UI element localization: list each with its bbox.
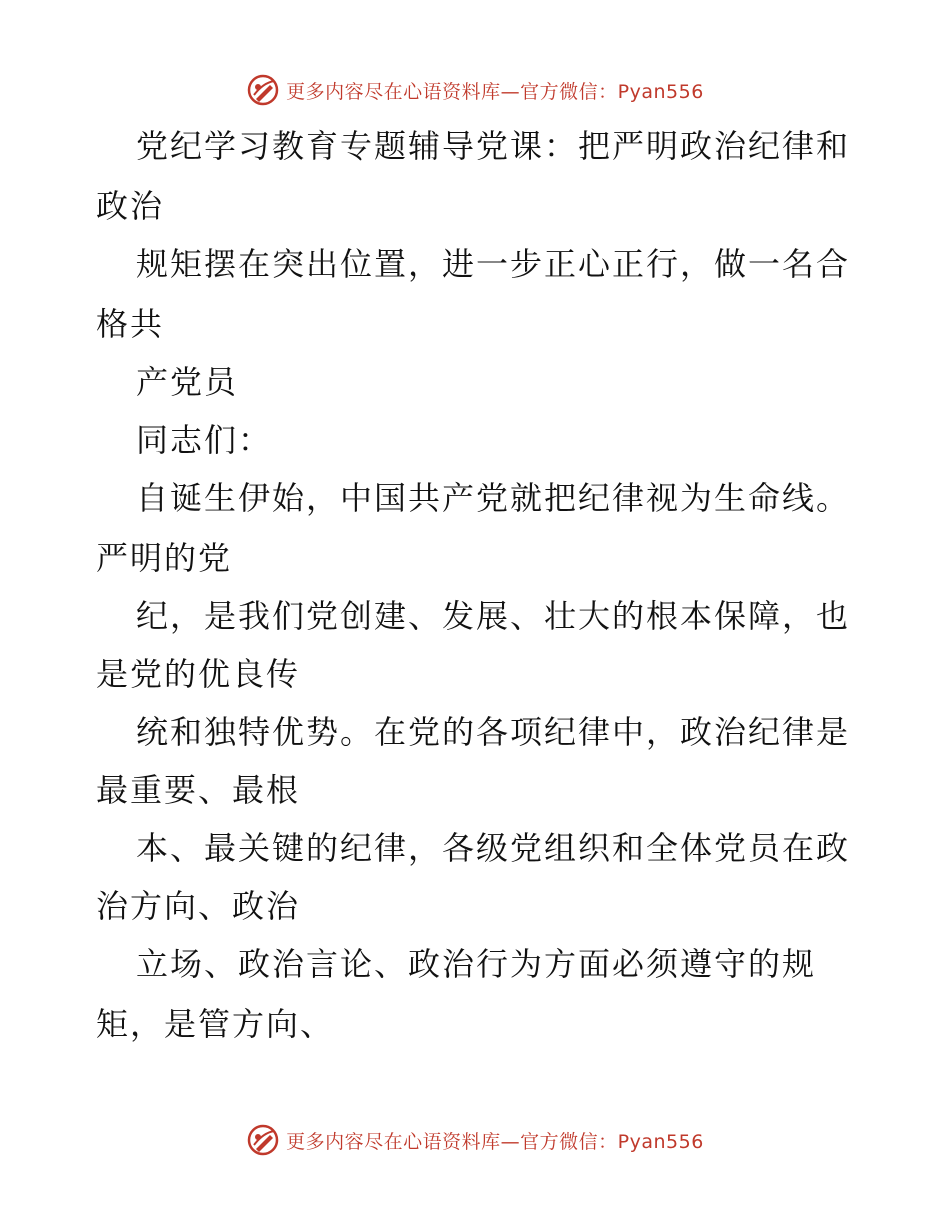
footer-banner xyxy=(0,1120,950,1160)
pen-globe-logo-icon xyxy=(246,1123,280,1157)
text-line: 立场、政治言论、政治行为方面必须遵守的规 xyxy=(136,945,817,983)
text-line: 同志们： xyxy=(136,421,273,459)
text-line: 格共 xyxy=(96,305,165,343)
text-line: 是党的优良传 xyxy=(96,655,301,693)
header-banner xyxy=(0,70,950,110)
text-line: 严明的党 xyxy=(96,539,233,577)
text-line: 规矩摆在突出位置，进一步正心正行，做一名合 xyxy=(136,245,851,283)
text-line: 矩，是管方向、 xyxy=(96,1005,335,1043)
text-line: 统和独特优势。在党的各项纪律中，政治纪律是 xyxy=(136,713,851,751)
text-line: 最重要、最根 xyxy=(96,771,301,809)
pen-globe-logo-icon xyxy=(246,73,280,107)
header-banner-text: 更多内容尽在心语资料库—官方微信：Pyan556 xyxy=(286,80,704,103)
text-line: 党纪学习教育专题辅导党课：把严明政治纪律和 xyxy=(136,127,851,165)
text-line: 治方向、政治 xyxy=(96,887,301,925)
text-line: 自诞生伊始，中国共产党就把纪律视为生命线。 xyxy=(136,479,851,517)
text-line: 政治 xyxy=(96,187,165,225)
text-line: 产党员 xyxy=(136,363,239,401)
text-line: 本、最关键的纪律，各级党组织和全体党员在政 xyxy=(136,829,851,867)
text-line: 纪，是我们党创建、发展、壮大的根本保障，也 xyxy=(136,597,851,635)
footer-banner-text: 更多内容尽在心语资料库—官方微信：Pyan556 xyxy=(286,1130,704,1153)
